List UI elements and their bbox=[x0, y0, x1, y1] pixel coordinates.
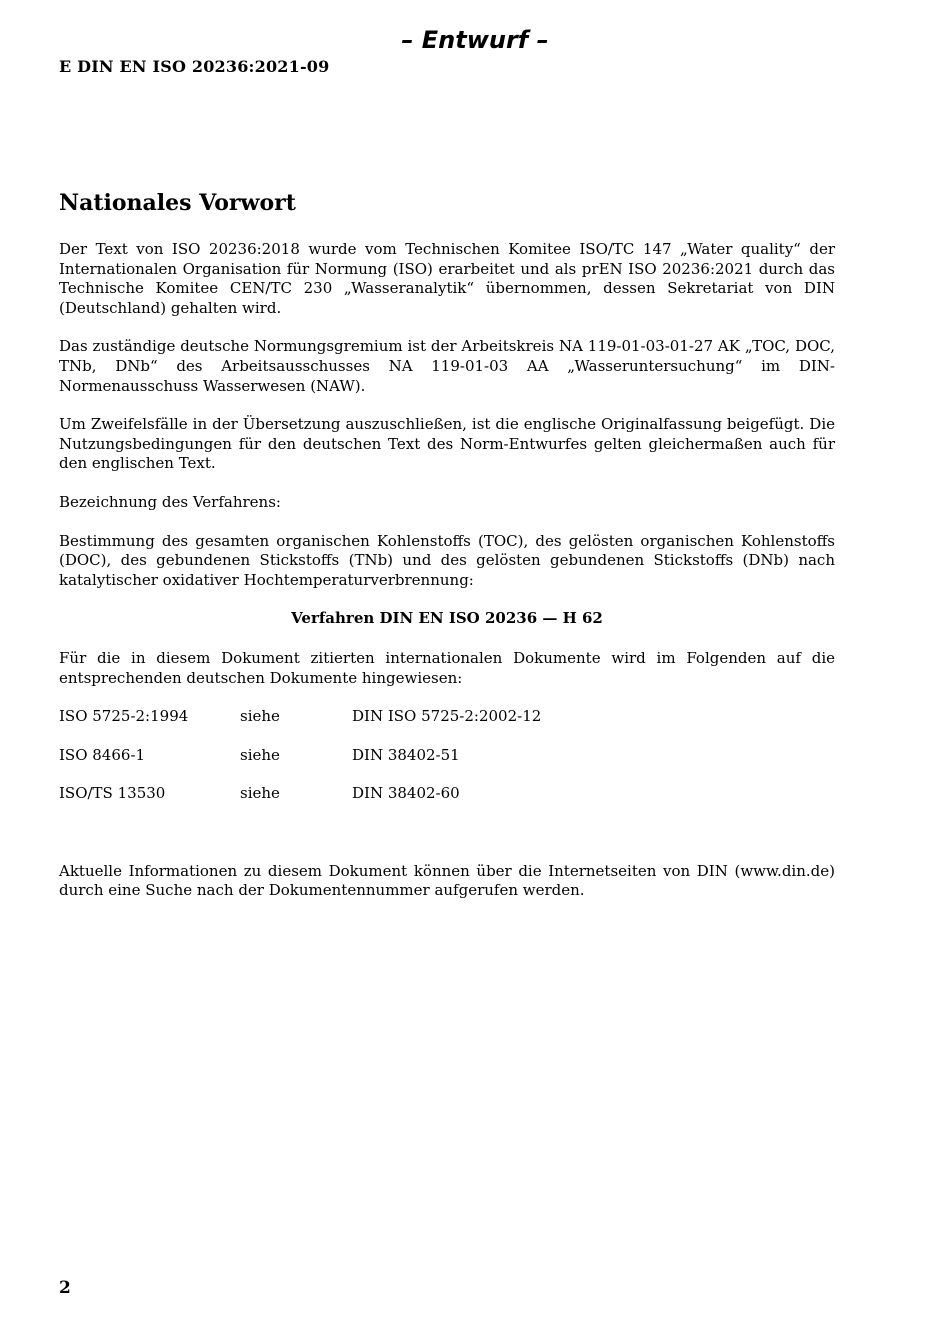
reference-row bbox=[59, 746, 835, 766]
paragraph-origin: Der Text von ISO 20236:2018 wurde vom Technischen Komitee ISO/TC 147 „Water quality“ der Internationalen Organisation für Normung (ISO) erarbeitet und als prEN ISO 20236:2021 durch das Technische Komitee CEN/TC 230 „Wasseranalytik“ übernommen, dessen Sekretariat von DIN (Deutschland) gehalten wird. bbox=[59, 240, 835, 317]
document-id: E DIN EN ISO 20236:2021-09 bbox=[59, 57, 330, 76]
reference-international: ISO 5725-2:1994 bbox=[59, 707, 189, 726]
reference-international: ISO/TS 13530 bbox=[59, 784, 166, 803]
reference-national: DIN ISO 5725-2:2002-12 bbox=[352, 707, 542, 726]
closing-note: Aktuelle Informationen zu diesem Dokument können über die Internetseiten von DIN (www.din.de) durch eine Suche nach der Dokumentennummer aufgerufen werden. bbox=[59, 861, 835, 900]
reference-relation: siehe bbox=[240, 784, 280, 803]
reference-table bbox=[59, 707, 835, 804]
reference-relation: siehe bbox=[240, 707, 280, 726]
reference-national: DIN 38402-60 bbox=[352, 784, 460, 803]
method-designation: Verfahren DIN EN ISO 20236 — H 62 bbox=[291, 609, 603, 628]
reference-row bbox=[59, 707, 835, 727]
reference-national: DIN 38402-51 bbox=[352, 745, 460, 764]
paragraph-method-scope: Bestimmung des gesamten organischen Kohlenstoffs (TOC), des gelösten organischen Kohlenstoffs (DOC), des gebundenen Stickstoffs (TNb) und des gelösten gebundenen Stickstoffs (DNb) nach katalytischer oxidativer Hochtemperaturverbrennung: bbox=[59, 531, 835, 589]
paragraph-committee: Das zuständige deutsche Normungsgremium ist der Arbeitskreis NA 119-01-03-01-27 AK „TOC, DOC, TNb, DNb“ des Arbeitsausschusses NA 119-01-03 AA „Wasseruntersuchung“ im DIN-Normenausschuss Wasserwesen (NAW). bbox=[59, 337, 835, 395]
national-foreword-section bbox=[59, 188, 835, 920]
paragraph-designation-label: Bezeichnung des Verfahrens: bbox=[59, 492, 281, 511]
references-intro: Für die in diesem Dokument zitierten internationalen Dokumente wird im Folgenden auf die entsprechenden deutschen Dokumente hingewiesen: bbox=[59, 648, 835, 687]
spacer bbox=[59, 823, 835, 862]
section-title: Nationales Vorwort bbox=[59, 190, 296, 216]
reference-relation: siehe bbox=[240, 745, 280, 764]
page-number: 2 bbox=[59, 1278, 71, 1298]
draft-watermark-title: – Entwurf – bbox=[401, 26, 549, 54]
reference-international: ISO 8466-1 bbox=[59, 745, 146, 764]
paragraph-translation: Um Zweifelsfälle in der Übersetzung auszuschließen, ist die englische Originalfassung beigefügt. Die Nutzungsbedingungen für den deutschen Text des Norm-Entwurfes gelten gleichermaßen auch für den englischen Text. bbox=[59, 415, 835, 473]
reference-row bbox=[59, 784, 835, 804]
